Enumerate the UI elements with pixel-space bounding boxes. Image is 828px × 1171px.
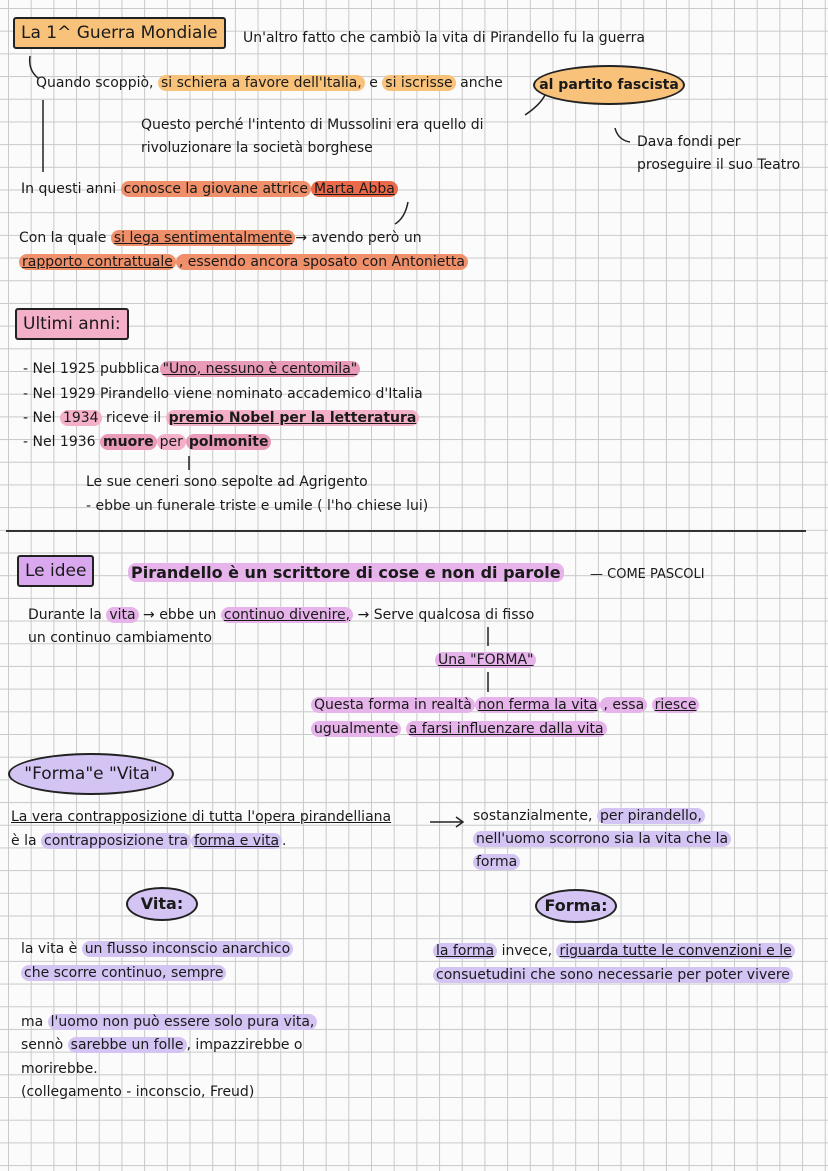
funds-line-1: Dava fondi per [637,134,741,150]
man-line-3: morirebbe. [21,1061,98,1077]
fv-substance-3: forma [473,851,520,874]
fv-substance-1: sostanzialmente, per pirandello, [473,805,705,828]
last-item-1936: - Nel 1936 muore per polmonite [23,431,271,454]
man-line-2: sennò sarebbe un folle , impazzirebbe o [21,1037,303,1053]
man-line-4: (collegamento - inconscio, Freud) [21,1084,255,1100]
vita-desc-1: la vita è un flusso inconscio anarchico [21,938,293,961]
pascoli-note: — COME PASCOLI [590,567,705,582]
forma-desc-1: la forma invece, riguarda tutte le convenzioni e le [433,940,795,963]
funds-line-2: proseguire il suo Teatro [637,157,801,173]
man-line-1: ma l'uomo non può essere solo pura vita, [21,1011,317,1034]
section-title-last-years: Ultimi anni: [15,308,129,340]
ideas-line-1: Durante la vita → ebbe un continuo divenire, → Serve qualcosa di fisso [28,607,535,623]
wwi-line-1: Quando scoppiò, si schiera a favore dell'Italia, e si iscrisse anche [36,75,503,91]
why-line-1: Questo perché l'intento di Mussolini era quello di [141,117,484,133]
fascist-party-bubble: al partito fascista [533,65,685,105]
ashes-line-1: Le sue ceneri sono sepolte ad Agrigento [86,474,368,490]
forma-desc-2: consuetudini che sono necessarie per poter vivere [433,964,793,987]
section-title-forma-vita: "Forma"e "Vita" [8,753,174,795]
forma-label: Una "FORMA" [435,649,536,672]
relation-line-1: Con la quale si lega sentimentalmente → avendo però un [19,230,422,246]
fv-substance-2: nell'uomo scorrono sia la vita che la [473,828,731,851]
section-title-ideas: Le idee [17,555,94,587]
ideas-line-2: un continuo cambiamento [28,630,212,646]
section-title-wwi: La 1^ Guerra Mondiale [13,17,226,49]
forma-subtitle: Forma: [535,889,617,923]
vita-desc-2: che scorre continuo, sempre [21,962,226,985]
ashes-line-2: - ebbe un funerale triste e umile ( l'ho chiese lui) [86,498,429,514]
fv-contrast-2: è la contrapposizione tra forma e vita . [11,833,287,849]
forma-explain-1: Questa forma in realtà non ferma la vita , essa riesce [311,694,699,717]
fv-contrast-1: La vera contrapposizione di tutta l'opera pirandelliana [11,809,392,825]
last-item-1934: - Nel 1934 riceve il premio Nobel per la letteratura [23,407,419,430]
marta-line: In questi anni conosce la giovane attrice Marta Abba [21,178,398,201]
why-line-2: rivoluzionare la società borghese [141,140,373,156]
last-item-1929: - Nel 1929 Pirandello viene nominato accademico d'Italia [23,386,423,402]
forma-explain-2: ugualmente a farsi influenzare dalla vita [311,718,607,741]
vita-subtitle: Vita: [126,887,198,921]
last-item-1925: - Nel 1925 pubblica "Uno, nessuno è centomila" [23,358,360,381]
relation-line-2: rapporto contrattuale , essendo ancora sposato con Antonietta [19,251,468,274]
wwi-intro: Un'altro fatto che cambiò la vita di Pirandello fu la guerra [243,30,645,46]
ideas-headline: Pirandello è un scrittore di cose e non di parole [128,561,564,584]
